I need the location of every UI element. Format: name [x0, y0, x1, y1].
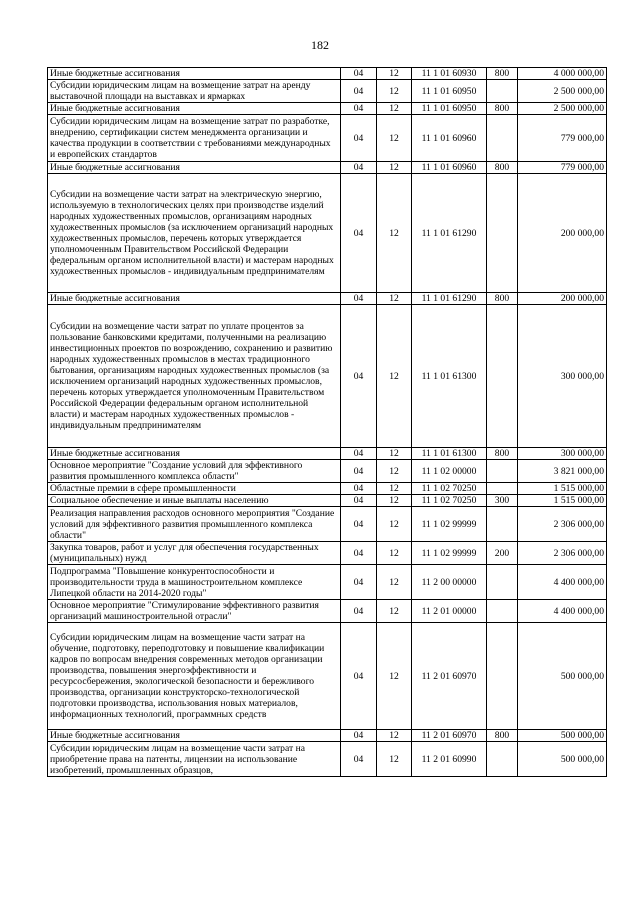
row-amount: 500 000,00	[518, 730, 607, 742]
row-section: 04	[341, 742, 377, 777]
row-expense-type	[487, 80, 518, 103]
row-subsection: 12	[377, 162, 412, 174]
row-name: Субсидии юридическим лицам на возмещение затрат на аренду выставочной площади на выставках и ярмарках	[48, 80, 341, 103]
row-name: Иные бюджетные ассигнования	[48, 162, 341, 174]
table-row	[48, 565, 607, 600]
row-expense-type	[487, 115, 518, 162]
table-row	[48, 80, 607, 103]
row-expense-type	[487, 305, 518, 448]
row-subsection: 12	[377, 495, 412, 507]
row-subsection: 12	[377, 174, 412, 293]
row-section: 04	[341, 483, 377, 495]
row-expense-type	[487, 565, 518, 600]
row-target-article: 11 1 01 61290	[412, 174, 487, 293]
row-subsection: 12	[377, 542, 412, 565]
table-row	[48, 103, 607, 115]
row-section: 04	[341, 507, 377, 542]
row-subsection: 12	[377, 483, 412, 495]
row-target-article: 11 1 01 60960	[412, 115, 487, 162]
row-subsection: 12	[377, 623, 412, 730]
table-row	[48, 68, 607, 80]
row-name: Социальное обеспечение и иные выплаты населению	[48, 495, 341, 507]
row-amount: 200 000,00	[518, 174, 607, 293]
row-name: Иные бюджетные ассигнования	[48, 730, 341, 742]
row-target-article: 11 1 02 99999	[412, 507, 487, 542]
row-amount: 300 000,00	[518, 448, 607, 460]
table-row	[48, 507, 607, 542]
row-section: 04	[341, 293, 377, 305]
row-section: 04	[341, 115, 377, 162]
row-subsection: 12	[377, 730, 412, 742]
row-expense-type: 800	[487, 730, 518, 742]
row-target-article: 11 1 01 60950	[412, 103, 487, 115]
table-row	[48, 293, 607, 305]
row-target-article: 11 1 02 99999	[412, 542, 487, 565]
row-section: 04	[341, 542, 377, 565]
row-target-article: 11 2 00 00000	[412, 565, 487, 600]
row-target-article: 11 1 01 60950	[412, 80, 487, 103]
row-name: Подпрограмма "Повышение конкурентоспособности и производительности труда в машиностроительном комплексе Липецкой области на 2014-2020 годы"	[48, 565, 341, 600]
row-amount: 2 500 000,00	[518, 103, 607, 115]
row-target-article: 11 1 02 70250	[412, 495, 487, 507]
row-target-article: 11 1 02 00000	[412, 460, 487, 483]
row-name: Закупка товаров, работ и услуг для обеспечения государственных (муниципальных) нужд	[48, 542, 341, 565]
row-name: Субсидии на возмещение части затрат на электрическую энергию, используемую в технологических целях при производстве изделий народных художественных промыслов, организациям народных художественных промыслов (за исключением организаций народных художественных промыслов, перечень которых утверждается уполномоченным Правительством Российской Федерации федеральным органом исполнительной власти) и мастерам народных художественных промыслов - индивидуальным предпринимателям	[48, 174, 341, 293]
table-row	[48, 305, 607, 448]
row-target-article: 11 1 01 61300	[412, 448, 487, 460]
table-row	[48, 600, 607, 623]
table-row	[48, 115, 607, 162]
budget-table-body	[48, 68, 607, 777]
row-section: 04	[341, 730, 377, 742]
row-amount: 200 000,00	[518, 293, 607, 305]
row-amount: 4 400 000,00	[518, 565, 607, 600]
row-expense-type	[487, 742, 518, 777]
table-row	[48, 730, 607, 742]
row-subsection: 12	[377, 103, 412, 115]
row-name: Реализация направления расходов основного мероприятия "Создание условий для эффективного развития промышленного комплекса области"	[48, 507, 341, 542]
row-amount: 2 306 000,00	[518, 542, 607, 565]
row-target-article: 11 1 02 70250	[412, 483, 487, 495]
row-subsection: 12	[377, 507, 412, 542]
table-row	[48, 174, 607, 293]
row-expense-type	[487, 507, 518, 542]
row-subsection: 12	[377, 115, 412, 162]
table-row	[48, 542, 607, 565]
row-subsection: 12	[377, 80, 412, 103]
row-amount: 2 306 000,00	[518, 507, 607, 542]
row-subsection: 12	[377, 460, 412, 483]
row-target-article: 11 1 01 61300	[412, 305, 487, 448]
table-row	[48, 742, 607, 777]
row-name: Субсидии юридическим лицам на возмещение части затрат на обучение, подготовку, переподготовку и повышение квалификации кадров по вопросам внедрения современных методов организации производства, повышения энергоэффективности и ресурсосбережения, экологической безопасности и бережливого производства, организации конструкторско-технологической подготовки производства, использования новых материалов, информационных технологий, программных средств	[48, 623, 341, 730]
row-amount: 4 400 000,00	[518, 600, 607, 623]
row-expense-type: 200	[487, 542, 518, 565]
row-section: 04	[341, 68, 377, 80]
row-target-article: 11 1 01 61290	[412, 293, 487, 305]
row-amount: 4 000 000,00	[518, 68, 607, 80]
row-name: Основное мероприятие "Создание условий для эффективного развития промышленного комплекса области"	[48, 460, 341, 483]
budget-table	[47, 67, 607, 777]
row-expense-type	[487, 460, 518, 483]
row-section: 04	[341, 623, 377, 730]
row-expense-type	[487, 600, 518, 623]
row-section: 04	[341, 565, 377, 600]
row-name: Иные бюджетные ассигнования	[48, 103, 341, 115]
row-target-article: 11 1 01 60960	[412, 162, 487, 174]
row-target-article: 11 2 01 60970	[412, 623, 487, 730]
row-target-article: 11 2 01 60990	[412, 742, 487, 777]
row-expense-type: 800	[487, 68, 518, 80]
row-subsection: 12	[377, 448, 412, 460]
row-name: Основное мероприятие "Стимулирование эффективного развития организаций машиностроительной отрасли"	[48, 600, 341, 623]
page-number: 182	[311, 38, 329, 52]
row-expense-type: 800	[487, 448, 518, 460]
row-name: Субсидии юридическим лицам на возмещение затрат по разработке, внедрению, сертификации систем менеджмента организации и качества продукции в соответствии с требованиями международных и европейских стандартов	[48, 115, 341, 162]
row-name: Иные бюджетные ассигнования	[48, 448, 341, 460]
row-section: 04	[341, 495, 377, 507]
row-name: Субсидии на возмещение части затрат по уплате процентов за пользование банковскими кредитами, полученными на реализацию инвестиционных проектов по возрождению, сохранению и развитию народных художественных промыслов в местах традиционного бытования, организациям народных художественных промыслов (за исключением организаций народных художественных промыслов, перечень которых утверждается уполномоченным Правительством Российской Федерации федеральным органом исполнительной власти) и мастерам народных художественных промыслов - индивидуальным предпринимателям	[48, 305, 341, 448]
row-amount: 779 000,00	[518, 115, 607, 162]
row-subsection: 12	[377, 305, 412, 448]
table-row	[48, 495, 607, 507]
table-row	[48, 483, 607, 495]
row-amount: 500 000,00	[518, 742, 607, 777]
row-section: 04	[341, 448, 377, 460]
table-row	[48, 460, 607, 483]
table-row	[48, 448, 607, 460]
row-expense-type: 300	[487, 495, 518, 507]
row-expense-type: 800	[487, 103, 518, 115]
row-amount: 1 515 000,00	[518, 483, 607, 495]
row-name: Субсидии юридическим лицам на возмещение части затрат на приобретение права на патенты, лицензии на использование изобретений, промышленных образцов,	[48, 742, 341, 777]
row-subsection: 12	[377, 293, 412, 305]
row-name: Областные премии в сфере промышленности	[48, 483, 341, 495]
row-section: 04	[341, 162, 377, 174]
row-expense-type	[487, 483, 518, 495]
row-section: 04	[341, 460, 377, 483]
row-expense-type	[487, 174, 518, 293]
row-amount: 2 500 000,00	[518, 80, 607, 103]
row-target-article: 11 1 01 60930	[412, 68, 487, 80]
table-row	[48, 623, 607, 730]
row-target-article: 11 2 01 00000	[412, 600, 487, 623]
row-amount: 1 515 000,00	[518, 495, 607, 507]
row-expense-type: 800	[487, 293, 518, 305]
row-subsection: 12	[377, 68, 412, 80]
row-expense-type	[487, 623, 518, 730]
row-subsection: 12	[377, 600, 412, 623]
row-name: Иные бюджетные ассигнования	[48, 293, 341, 305]
row-name: Иные бюджетные ассигнования	[48, 68, 341, 80]
table-row	[48, 162, 607, 174]
row-subsection: 12	[377, 742, 412, 777]
row-subsection: 12	[377, 565, 412, 600]
row-section: 04	[341, 103, 377, 115]
row-section: 04	[341, 174, 377, 293]
row-amount: 3 821 000,00	[518, 460, 607, 483]
row-amount: 500 000,00	[518, 623, 607, 730]
row-target-article: 11 2 01 60970	[412, 730, 487, 742]
row-section: 04	[341, 80, 377, 103]
row-section: 04	[341, 305, 377, 448]
row-amount: 779 000,00	[518, 162, 607, 174]
row-section: 04	[341, 600, 377, 623]
row-amount: 300 000,00	[518, 305, 607, 448]
row-expense-type: 800	[487, 162, 518, 174]
